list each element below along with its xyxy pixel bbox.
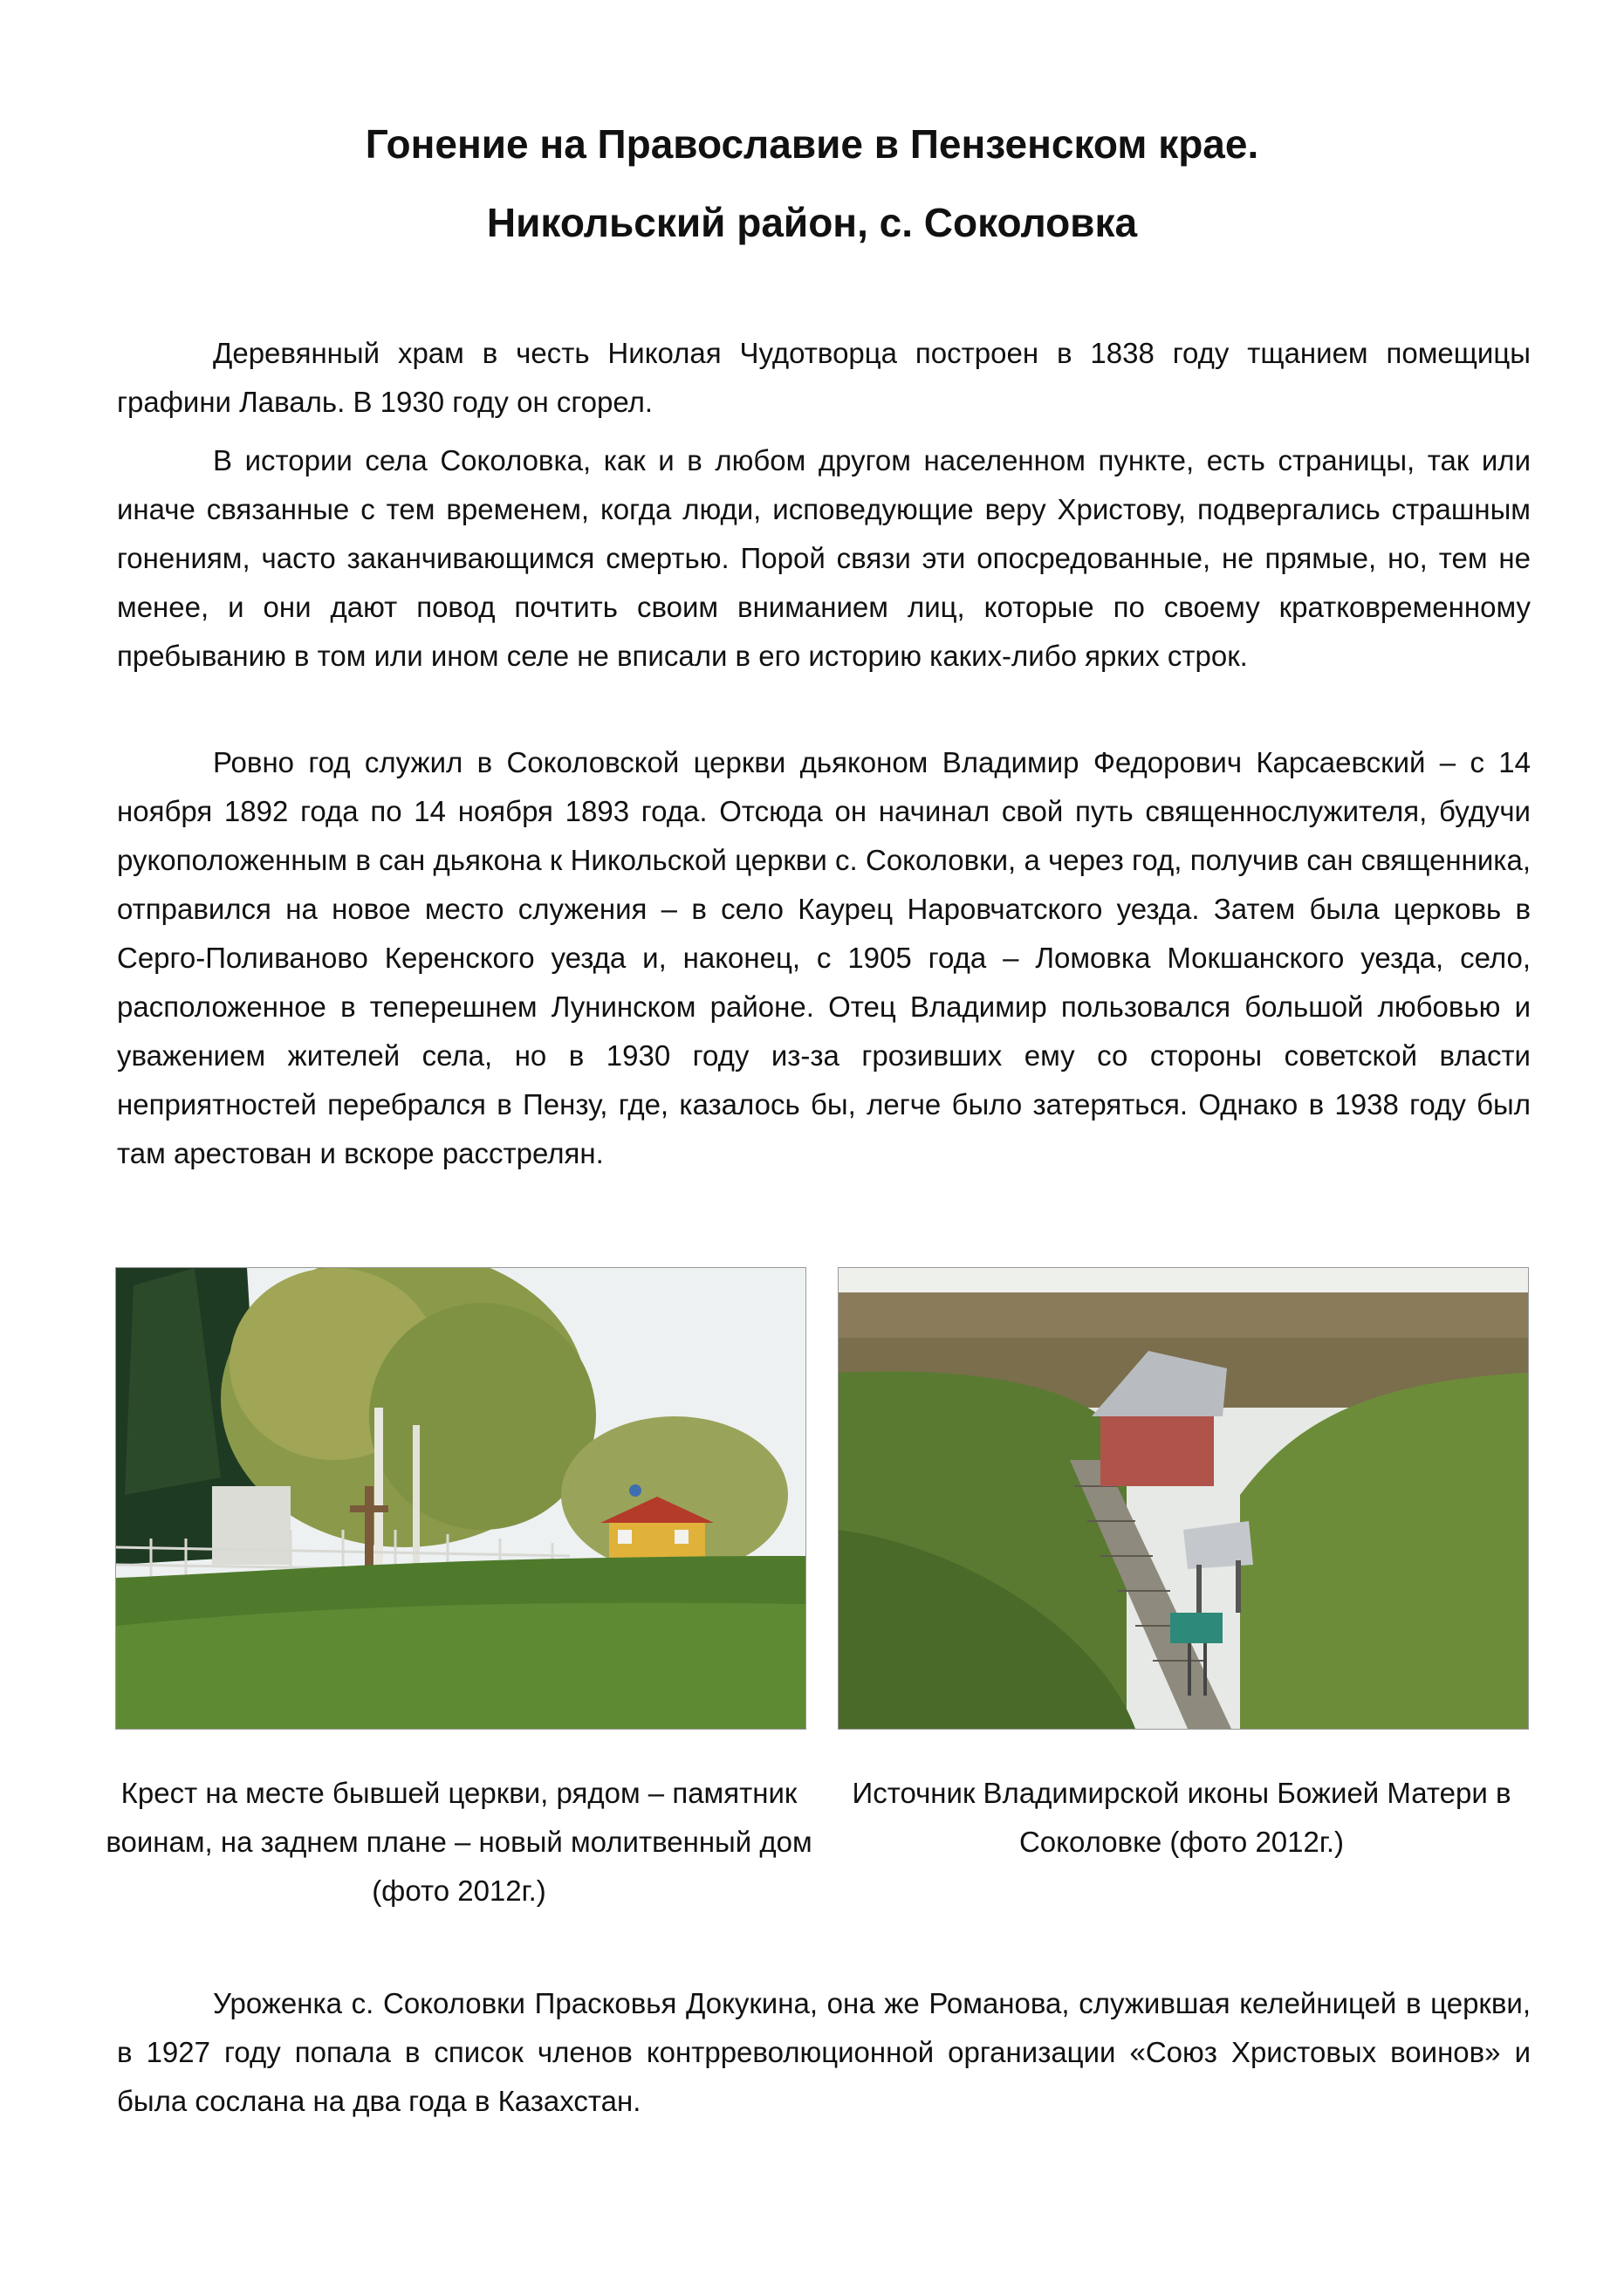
caption-left-photo: Крест на месте бывшей церкви, рядом – памятник воинам, на заднем плане – новый молитвенный дом (фото 2012г.) <box>106 1777 812 1907</box>
paragraph-karsaevsky: Ровно год служил в Соколовской церкви дьяконом Владимир Федорович Карсаевский – с 14 ноября 1892 года по 14 ноября 1893 года. Отсюда он начинал свой путь священнослужителя, будучи рукоположенным в сан дьякона к Никольской церкви с. Соколовки, а через год, получив сан священника, отправился на новое место служения – в село Каурец Наровчатского уезда. Затем была церковь в Серго-Поливаново Керенского уезда и, наконец, с 1905 года – Ломовка Мокшанского уезда, село, расположенное в теперешнем Лунинском районе. Отец Владимир пользовался большой любовью и уважением жителей села, но в 1930 году из-за грозивших ему со стороны советской власти неприятностей перебрался в Пензу, где, казалось бы, легче было затеряться. Однако в 1938 году был там арестован и вскоре расстрелян. <box>117 746 1531 1169</box>
paragraph-persecution-intro: В истории села Соколовка, как и в любом другом населенном пункте, есть страницы, так или иначе связанные с тем временем, когда люди, исповедующие веру Христову, подвергались страшным гонениям, часто заканчивающимся смертью. Порой связи эти опосредованные, не прямые, но, тем не менее, и они дают повод почтить своим вниманием лиц, которые по своему кратковременному пребыванию в том или ином селе не вписали в его историю каких-либо ярких строк. <box>117 444 1531 672</box>
page-title-line-2: Никольский район, с. Соколовка <box>486 200 1138 245</box>
photo-cross-church-site <box>115 1267 806 1730</box>
page-title-line-1: Гонение на Православие в Пензенском крае. <box>365 121 1259 167</box>
photo-cross-church-site-image <box>116 1268 805 1729</box>
photo-spring-chapel-image <box>839 1268 1528 1729</box>
paragraph-church-history: Деревянный храм в честь Николая Чудотворца построен в 1838 году тщанием помещицы графини Лаваль. В 1930 году он сгорел. <box>117 337 1531 418</box>
paragraph-dokukina: Уроженка с. Соколовки Прасковья Докукина, она же Романова, служившая келейницей в церкви, в 1927 году попала в список членов контрреволюционной организации «Союз Христовых воинов» и была сослана на два года в Казахстан. <box>117 1987 1531 2117</box>
caption-right-photo: Источник Владимирской иконы Божией Матери в Соколовке (фото 2012г.) <box>852 1777 1511 1858</box>
photo-spring-chapel <box>838 1267 1529 1730</box>
